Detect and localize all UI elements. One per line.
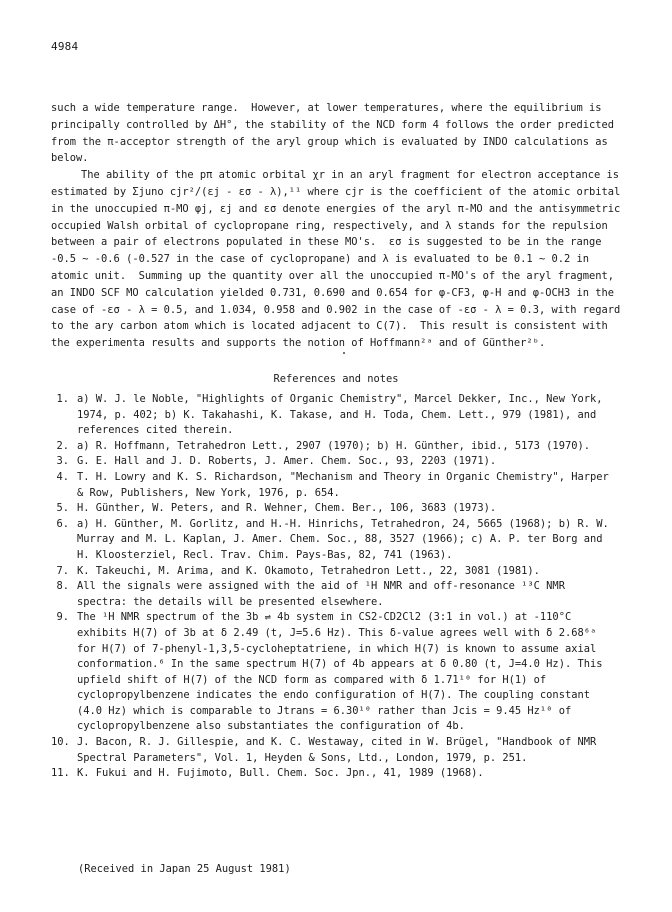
page-number: 4984: [51, 40, 79, 53]
body-text: [51, 100, 627, 352]
reference-text: a) R. Hoffmann, Tetrahedron Lett., 2907 (1970); b) H. Günther, ibid., 5173 (1970).: [77, 439, 590, 452]
reference-text: K. Fukui and H. Fujimoto, Bull. Chem. Soc. Jpn., 41, 1989 (1968).: [77, 767, 484, 780]
reference-number: 6.: [56, 517, 69, 530]
reference-number: 11.: [51, 767, 70, 780]
reference-text: G. E. Hall and J. D. Roberts, J. Amer. Chem. Soc., 93, 2203 (1971).: [77, 455, 497, 468]
references-heading: References and notes: [273, 373, 399, 385]
reference-number: 4.: [56, 470, 69, 483]
reference-number: 9.: [56, 611, 69, 624]
reference-text: K. Takeuchi, M. Arima, and K. Okamoto, Tetrahedron Lett., 22, 3081 (1981).: [77, 564, 540, 577]
reference-item: [51, 501, 617, 517]
reference-item: [51, 735, 617, 766]
reference-text: a) H. Günther, M. Gorlitz, and H.-H. Hinrichs, Tetrahedron, 24, 5665 (1968); b) R. W. Murray and M. L. Kaplan, J. Amer. Chem. Soc., 88, 3527 (1966); c) A. P. ter Borg and H. Kloosterziel, Recl. Trav. Chim. Pays-Bas, 82, 741 (1963).: [77, 517, 609, 561]
reference-item: [51, 579, 617, 610]
reference-text: All the signals were assigned with the aid of ¹H NMR and off-resonance ¹³C NMR spectra: the details will be presented elsewhere.: [77, 580, 565, 608]
reference-number: 5.: [56, 502, 69, 515]
reference-text: a) W. J. le Noble, "Highlights of Organic Chemistry", Marcel Dekker, Inc., New York, 1974, p. 402; b) K. Takahashi, K. Takase, and H. Toda, Chem. Lett., 979 (1981), and references cited therein.: [77, 393, 603, 437]
reference-number: 3.: [56, 455, 69, 468]
reference-text: H. Günther, W. Peters, and R. Wehner, Chem. Ber., 106, 3683 (1973).: [77, 502, 497, 515]
paragraph-2: The ability of the pπ atomic orbital χr in an aryl fragment for electron acceptance is estimated by Σjuno cjr²/(εj - εσ - λ),¹¹ where cjr is the coefficient of the atomic orbital in the unoccupied π-MO φj, εj and εσ denote energies of the aryl π-MO and the antisymmetric occupied Walsh orbital of cyclopropane ring, respectively, and λ stands for the repulsion between a pair of electrons populated in these MO's. εσ is suggested to be in the range -0.5 ~ -0.6 (-0.527 in the case of cyclopropane) and λ is evaluated to be 0.1 ~ 0.2 in atomic unit. Summing up the quantity over all the unoccupied π-MO's of the aryl fragment, an INDO SCF MO calculation yielded 0.731, 0.690 and 0.654 for φ-CF3, φ-H and φ-OCH3 in the case of -εσ - λ = 0.5, and 1.034, 0.958 and 0.902 in the case of -εσ - λ = 0.3, with regard to the ary carbon atom which is located adjacent to C(7). This result is consistent with the experimenta results and supports the notion of Hoffmann²ᵃ and of Günther²ᵇ.: [51, 169, 627, 350]
reference-item: [51, 610, 617, 735]
reference-list: [51, 392, 617, 782]
received-date: (Received in Japan 25 August 1981): [78, 863, 291, 875]
reference-number: 2.: [56, 439, 69, 452]
reference-item: [51, 517, 617, 564]
reference-number: 10.: [51, 736, 70, 749]
reference-text: The ¹H NMR spectrum of the 3b ⇌ 4b system in CS2-CD2Cl2 (3:1 in vol.) at -110°C exhibits H(7) of 3b at δ 2.49 (t, J=5.6 Hz). This δ-value agrees well with δ 2.68⁶ᵃ for H(7) of 7-phenyl-1,3,5-cycloheptatriene, in which H(7) is known to assume axial conformation.⁶ In the same spectrum H(7) of 4b appears at δ 0.80 (t, J=4.0 Hz). This upfield shift of H(7) of the NCD form as compared with δ 1.71¹⁰ for H(1) of cyclopropylbenzene indicates the endo configuration of H(7). The coupling constant (4.0 Hz) which is comparable to Jtrans = 6.30¹⁰ rather than Jcis = 9.45 Hz¹⁰ of cyclopropylbenzene also substantiates the configuration of 4b.: [77, 611, 603, 733]
reference-item: [51, 439, 617, 455]
reference-item: [51, 392, 617, 439]
reference-number: 7.: [56, 564, 69, 577]
reference-item: [51, 766, 617, 782]
separator-dot: [343, 352, 345, 354]
reference-item: [51, 564, 617, 580]
reference-text: J. Bacon, R. J. Gillespie, and K. C. Westaway, cited in W. Brügel, "Handbook of NMR Spectral Parameters", Vol. 1, Heyden & Sons, Ltd., London, 1979, p. 251.: [77, 736, 597, 764]
reference-text: T. H. Lowry and K. S. Richardson, "Mechanism and Theory in Organic Chemistry", Harper & Row, Publishers, New York, 1976, p. 654.: [77, 470, 609, 499]
reference-number: 1.: [56, 393, 69, 405]
reference-item: [51, 454, 617, 470]
reference-number: 8.: [56, 580, 69, 593]
reference-item: [51, 470, 617, 501]
paragraph-1: such a wide temperature range. However, at lower temperatures, where the equilibrium is principally controlled by ΔH°, the stability of the NCD form 4 follows the order predicted from the π-acceptor strength of the aryl group which is evaluated by INDO calculations as below.: [51, 102, 621, 165]
